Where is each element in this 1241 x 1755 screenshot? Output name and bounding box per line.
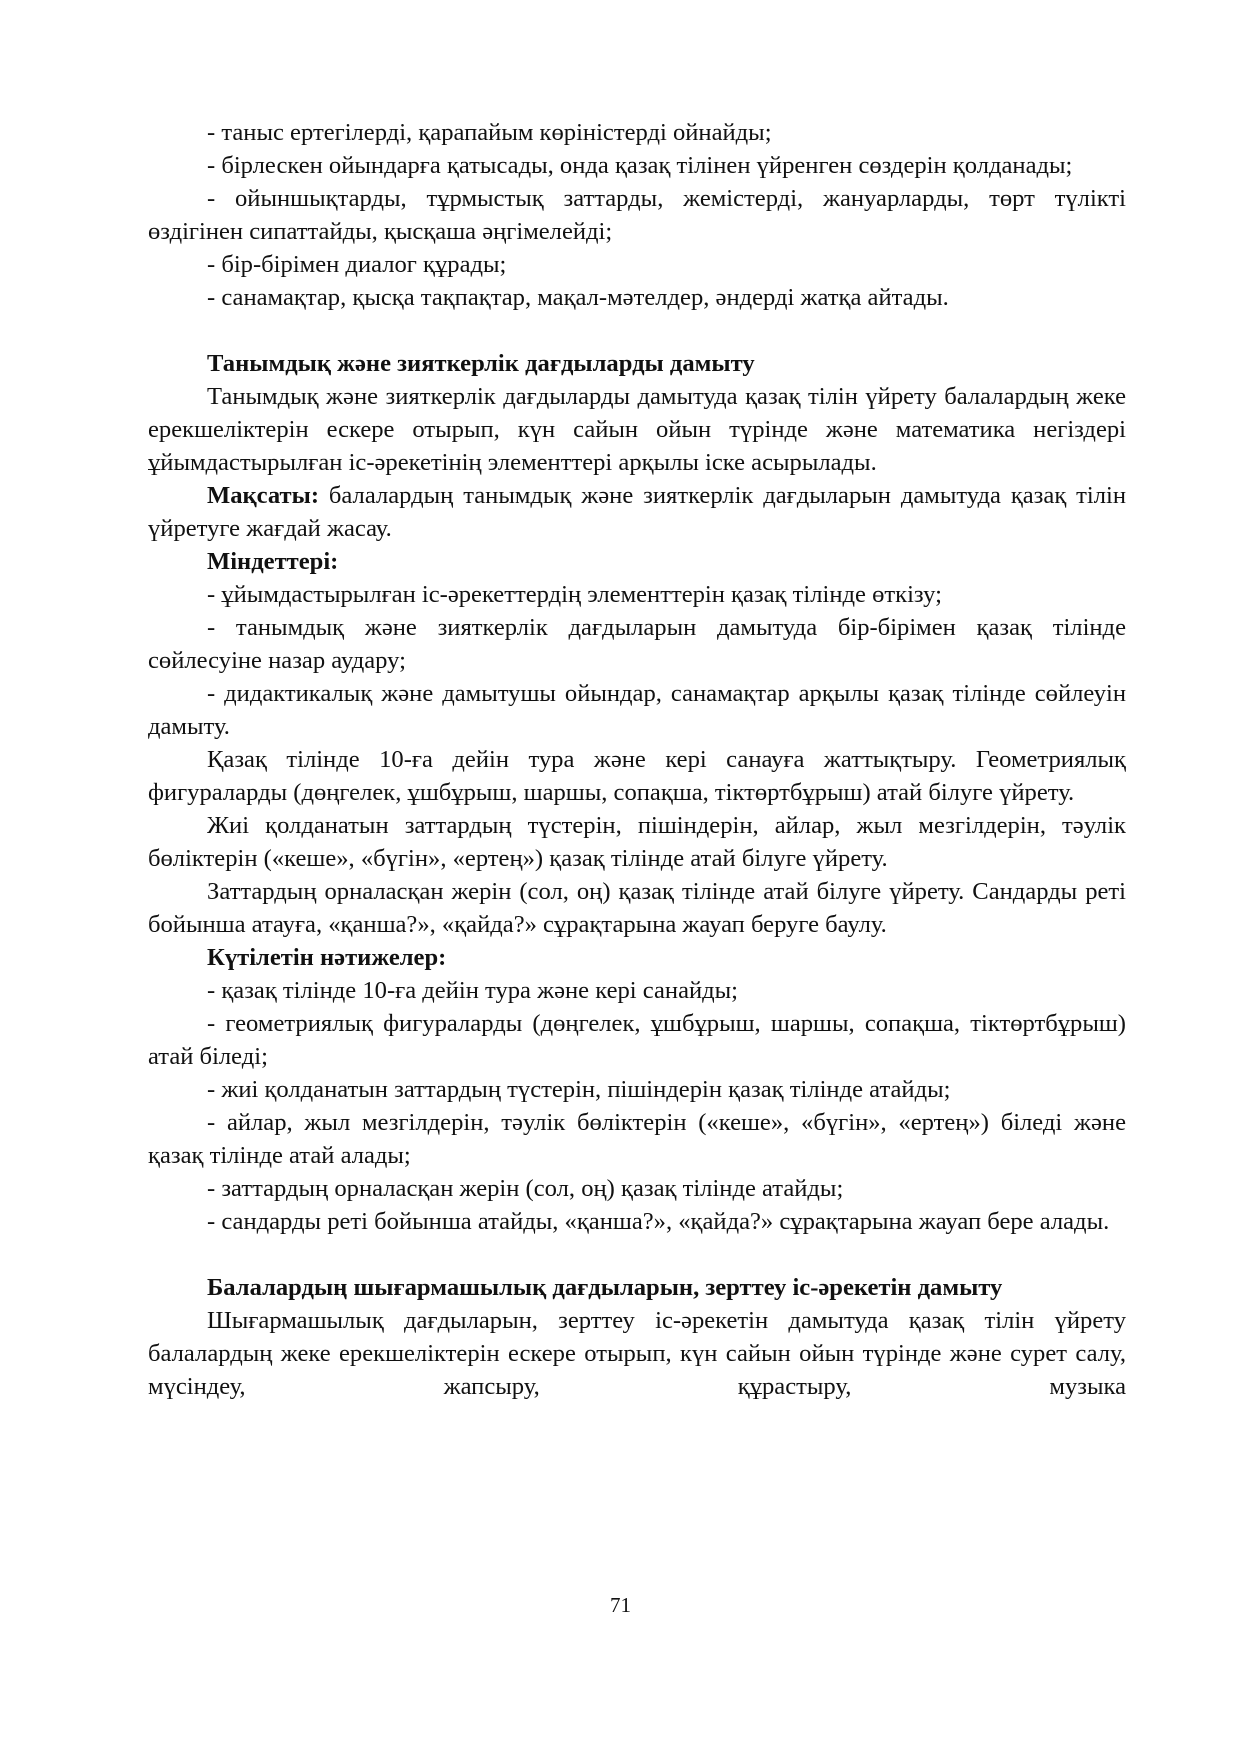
task-item: - ұйымдастырылған іс-әрекеттердің элементтерін қазақ тілінде өткізу; <box>207 581 942 608</box>
result-item: - жиі қолданатын заттардың түстерін, пішіндерін қазақ тілінде атайды; <box>207 1076 951 1103</box>
section-heading: Балалардың шығармашылық дағдыларын, зерттеу іс-әрекетін дамыту <box>207 1274 1003 1301</box>
page-number: 71 <box>610 1593 631 1617</box>
list-item: - бір-бірімен диалог құрады; <box>207 251 507 278</box>
results-label: Күтілетін нәтижелер: <box>207 944 447 971</box>
task-item: - дидактикалық және дамытушы ойындар, санамақтар арқылы қазақ тілінде сөйлеуін дамыту. <box>148 680 1126 740</box>
goal-text: балалардың танымдық және зияткерлік дағдыларын дамытуда қазақ тілін үйретуге жағдай жасау. <box>148 482 1126 542</box>
section-intro: Танымдық және зияткерлік дағдыларды дамытуда қазақ тілін үйрету балалардың жеке ерекшеліктерін ескере отырып, күн сайын ойын түрінде және математика негіздері ұйымдастырылған іс-әрекетінің элементтері арқылы іске асырылады. <box>148 383 1126 476</box>
body-paragraph: Қазақ тілінде 10-ға дейін тура және кері санауға жаттықтыру. Геометриялық фигураларды (дөңгелек, ұшбұрыш, шаршы, сопақша, тіктөртбұрыш) атай білуге үйрету. <box>148 746 1126 806</box>
result-item: - айлар, жыл мезгілдерін, тәулік бөліктерін («кеше», «бүгін», «ертең») біледі және қазақ тілінде атай алады; <box>148 1109 1126 1169</box>
body-paragraph: Заттардың орналасқан жерін (сол, оң) қазақ тілінде атай білуге үйрету. Сандарды реті бойынша атауға, «қанша?», «қайда?» сұрақтарына жауап беруге баулу. <box>148 878 1126 938</box>
list-item: - бірлескен ойындарға қатысады, онда қазақ тілінен үйренген сөздерін қолданады; <box>207 152 1073 179</box>
result-item: - қазақ тілінде 10-ға дейін тура және кері санайды; <box>207 977 739 1004</box>
goal-paragraph <box>148 479 1126 545</box>
list-item: - таныс ертегілерді, қарапайым көріністерді ойнайды; <box>207 119 772 146</box>
list-item: - ойыншықтарды, тұрмыстық заттарды, жемістерді, жануарларды, төрт түлікті өздігінен сипаттайды, қысқаша әңгімелейді; <box>148 185 1126 245</box>
goal-label: Мақсаты: <box>207 482 320 509</box>
section-heading: Танымдық және зияткерлік дағдыларды дамыту <box>207 350 755 377</box>
list-item: - санамақтар, қысқа тақпақтар, мақал-мәтелдер, әндерді жатқа айтады. <box>207 284 949 311</box>
result-item: - сандарды реті бойынша атайды, «қанша?», «қайда?» сұрақтарына жауап бере алады. <box>207 1208 1110 1235</box>
tasks-label: Міндеттері: <box>207 548 339 575</box>
result-item: - заттардың орналасқан жерін (сол, оң) қазақ тілінде атайды; <box>207 1175 844 1202</box>
body-paragraph: Жиі қолданатын заттардың түстерін, пішіндерін, айлар, жыл мезгілдерін, тәулік бөліктерін («кеше», «бүгін», «ертең») қазақ тілінде атай білуге үйрету. <box>148 812 1126 872</box>
section-spacer <box>148 314 1126 347</box>
document-page <box>148 116 1126 1403</box>
result-item: - геометриялық фигураларды (дөңгелек, ұшбұрыш, шаршы, сопақша, тіктөртбұрыш) атай біледі; <box>148 1010 1126 1070</box>
section-intro: Шығармашылық дағдыларын, зерттеу іс-әрекетін дамытуда қазақ тілін үйрету балалардың жеке ерекшеліктерін ескере отырып, күн сайын ойын түрінде және сурет салу, мүсіндеу, жапсыру, құрастыру, музыка <box>148 1307 1126 1400</box>
task-item: - танымдық және зияткерлік дағдыларын дамытуда бір-бірімен қазақ тілінде сөйлесуіне назар аудару; <box>148 614 1126 674</box>
section-spacer <box>148 1238 1126 1271</box>
